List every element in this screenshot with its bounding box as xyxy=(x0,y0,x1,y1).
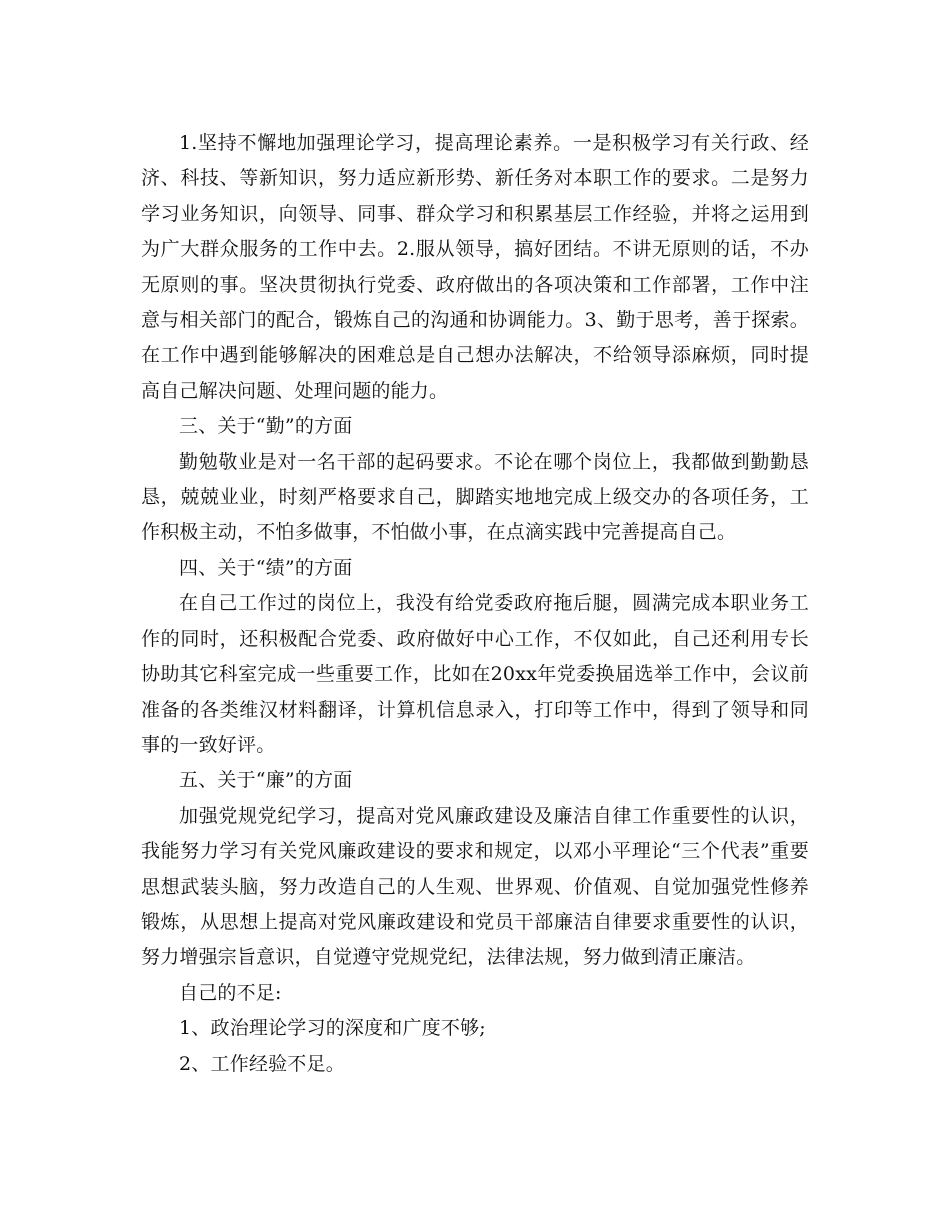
paragraph-integrity: 加强党规党纪学习，提高对党风廉政建设及廉洁自律工作重要性的认识，我能努力学习有关党风廉政建设的要求和规定，以邓小平理论“三个代表”重要思想武装头脑，努力改造自己的人生观、世界观、价值观、自觉加强党性修养锻炼，从思想上提高对党风廉政建设和党员干部廉洁自律要求重要性的认识，努力增强宗旨意识，自觉遵守党规党纪，法律法规，努力做到清正廉洁。 xyxy=(141,804,809,969)
paragraph-study: 1.坚持不懈地加强理论学习，提高理论素养。一是积极学习有关行政、经济、科技、等新知识，努力适应新形势、新任务对本职工作的要求。二是努力学习业务知识，向领导、同事、群众学习和积累基层工作经验，并将之运用到为广大群众服务的工作中去。2.服从领导，搞好团结。不讲无原则的话，不办无原则的事。坚决贯彻执行党委、政府做出的各项决策和工作部署，工作中注意与相关部门的配合，锻炼自己的沟通和协调能力。3、勤于思考，善于探索。在工作中遇到能够解决的困难总是自己想办法解决，不给领导添麻烦，同时提高自己解决问题、处理问题的能力。 xyxy=(141,132,809,402)
heading-diligence: 三、关于“勤”的方面 xyxy=(179,415,353,438)
heading-integrity: 五、关于“廉”的方面 xyxy=(179,769,353,792)
shortcoming-item-1: 1、政治理论学习的深度和广度不够; xyxy=(179,1017,486,1040)
heading-achievement: 四、关于“绩”的方面 xyxy=(179,556,353,579)
paragraph-achievement: 在自己工作过的岗位上，我没有给党委政府拖后腿，圆满完成本职业务工作的同时，还积极配合党委、政府做好中心工作，不仅如此，自己还利用专长协助其它科室完成一些重要工作，比如在20xx年党委换届选举工作中，会议前准备的各类维汉材料翻译，计算机信息录入，打印等工作中，得到了领导和同事的一致好评。 xyxy=(141,592,809,756)
shortcoming-item-2: 2、工作经验不足。 xyxy=(179,1052,345,1075)
document-body xyxy=(141,126,809,1082)
heading-shortcomings: 自己的不足: xyxy=(179,981,282,1004)
paragraph-diligence: 勤勉敬业是对一名干部的起码要求。不论在哪个岗位上，我都做到勤勤恳恳，兢兢业业，时刻严格要求自己，脚踏实地地完成上级交办的各项任务，工作积极主动，不怕多做事，不怕做小事，在点滴实践中完善提高自己。 xyxy=(141,450,809,544)
